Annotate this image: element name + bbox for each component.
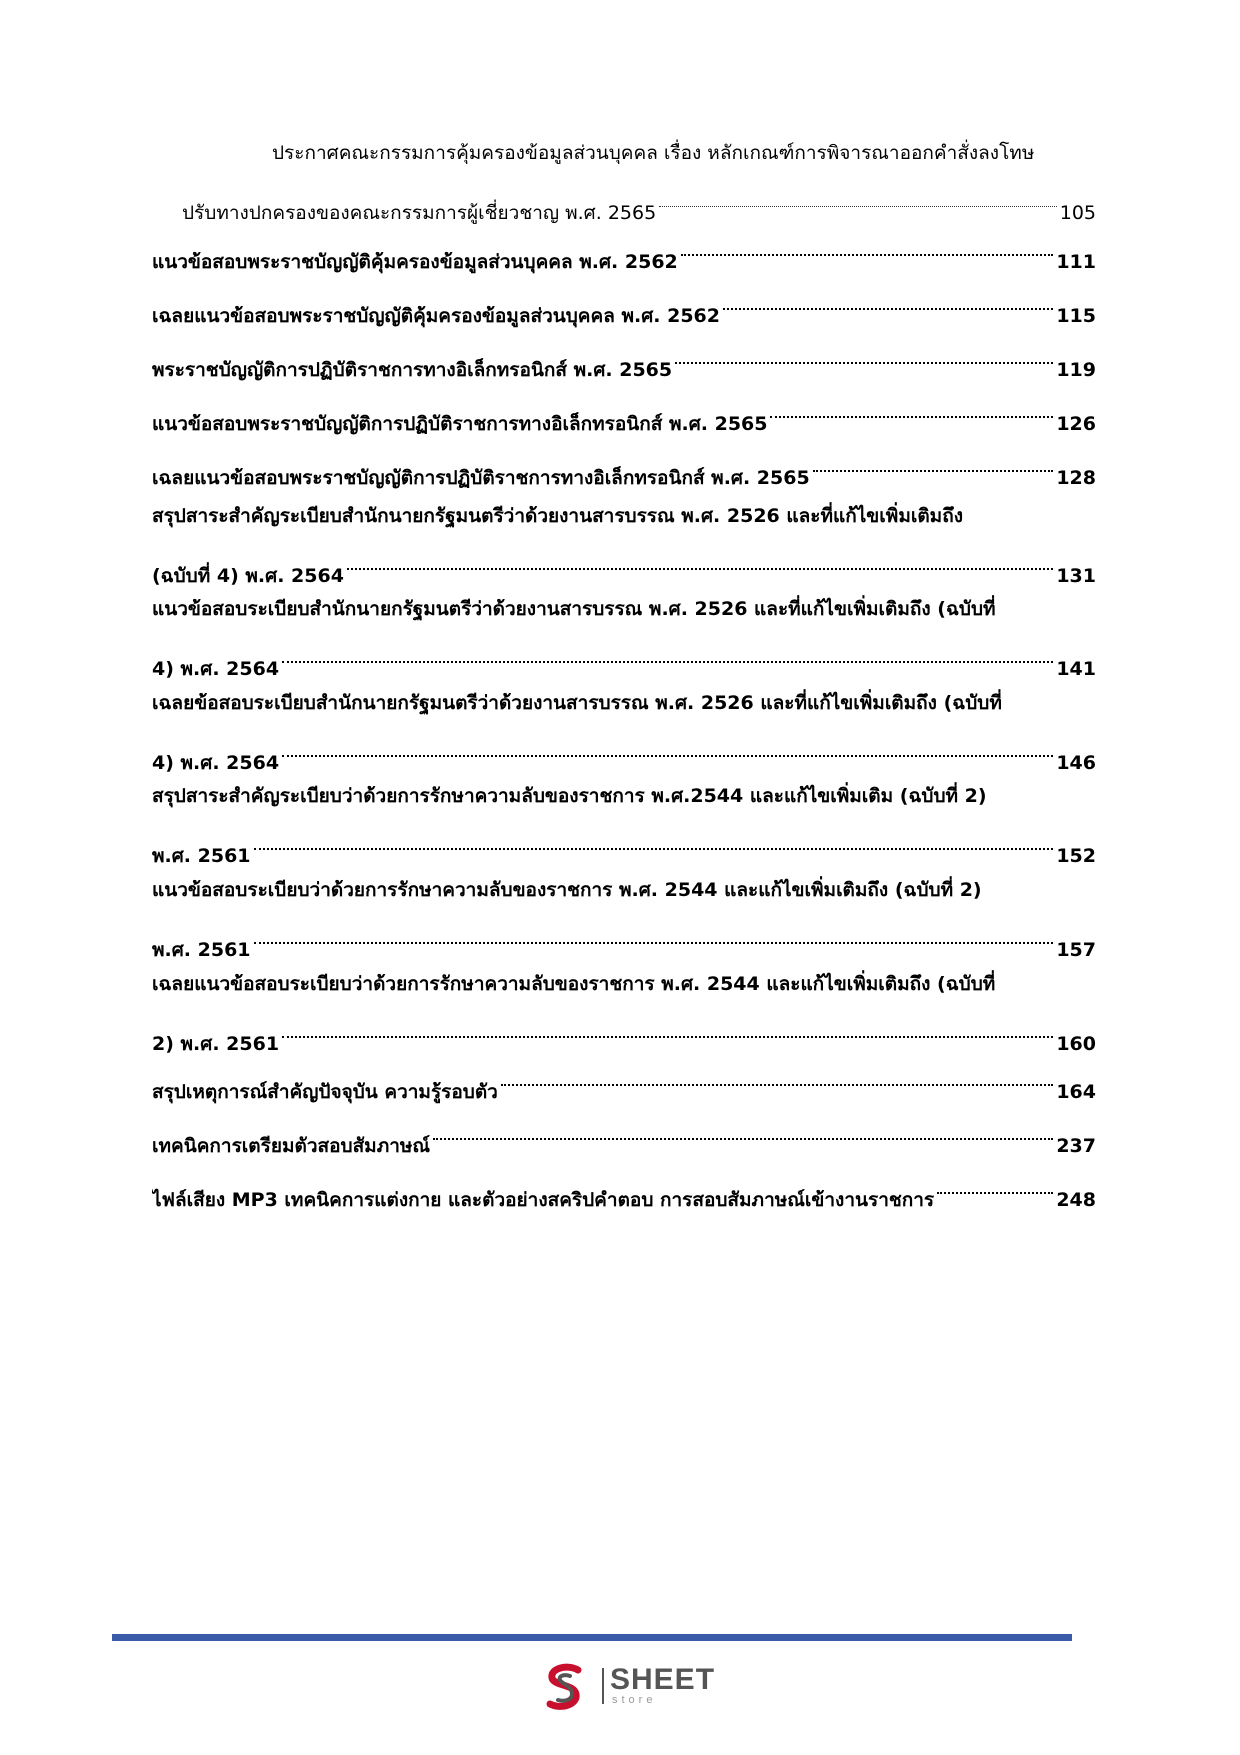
toc-entry-title: เฉลยแนวข้อสอบพระราชบัญญัติคุ้มครองข้อมูลส่วนบุคคล พ.ศ. 2562 [152,305,720,327]
toc-entry[interactable] [152,1162,1096,1211]
toc-entry[interactable] [152,440,1096,489]
toc-entry-title: แนวข้อสอบพระราชบัญญัติคุ้มครองข้อมูลส่วนบุคคล พ.ศ. 2562 [152,251,678,273]
toc-entry[interactable] [152,224,1096,273]
toc-entry-title-cont: 4) พ.ศ. 2564 [152,752,280,774]
dot-leader [681,224,1054,268]
toc-entry-title: เฉลยแนวข้อสอบระเบียบว่าด้วยการรักษาความลับของราชการ พ.ศ. 2544 และแก้ไขเพิ่มเติมถึง (ฉบับที่ [152,973,996,995]
toc-entry-page: 237 [1056,1135,1096,1157]
toc-entry-page: 157 [1056,939,1096,961]
toc-entry-title: สรุปสาระสำคัญระเบียบสำนักนายกรัฐมนตรีว่าด้วยงานสารบรรณ พ.ศ. 2526 และที่แก้ไขเพิ่มเติมถึง [152,505,963,527]
dot-leader [282,725,1053,769]
toc-entry-page: 141 [1056,658,1096,680]
toc-entry-title: สรุปสาระสำคัญระเบียบว่าด้วยการรักษาความลับของราชการ พ.ศ.2544 และแก้ไขเพิ่มเติม (ฉบับที่ 2) [152,785,987,807]
toc-entry-page: 105 [1059,202,1096,224]
dot-leader [723,278,1053,322]
toc-entry-page: 164 [1056,1081,1096,1103]
toc-entry[interactable] [152,332,1096,381]
toc-entry[interactable] [152,1054,1096,1103]
toc-entry[interactable] [152,278,1096,327]
toc-entry-page: 128 [1056,467,1096,489]
toc-entry-page: 248 [1056,1189,1096,1211]
toc-entry-page: 126 [1056,413,1096,435]
toc-entry-title: ประกาศคณะกรรมการคุ้มครองข้อมูลส่วนบุคคล เรื่อง หลักเกณฑ์การพิจารณาออกคำสั่งลงโทษ [272,142,1035,164]
toc-entry-title: เทคนิคการเตรียมตัวสอบสัมภาษณ์ [152,1135,431,1157]
toc-entry-page: 115 [1056,305,1096,327]
toc-entry-title: เฉลยข้อสอบระเบียบสำนักนายกรัฐมนตรีว่าด้วยงานสารบรรณ พ.ศ. 2526 และที่แก้ไขเพิ่มเติมถึง (ฉบับที่ [152,692,1002,714]
logo-separator [602,1668,604,1704]
logo-wordmark: SHEET [610,1663,716,1696]
toc-entry[interactable] [152,494,1096,587]
toc-entry-page: 131 [1056,565,1096,587]
dot-leader [937,1162,1053,1206]
toc-entry-page: 119 [1056,359,1096,381]
toc-entry-title: ไฟล์เสียง MP3 เทคนิคการแต่งกาย และตัวอย่างสคริปคำตอบ การสอบสัมภาษณ์เข้างานราชการ [152,1189,935,1211]
dot-leader [813,440,1054,484]
toc-entry-title: พระราชบัญญัติการปฏิบัติราชการทางอิเล็กทรอนิกส์ พ.ศ. 2565 [152,359,673,381]
toc-entry-page: 152 [1056,845,1096,867]
toc-entry[interactable] [152,774,1096,867]
dot-leader [770,386,1053,430]
dot-leader [675,332,1053,376]
footer-rule [112,1634,1072,1641]
sheet-store-logo [540,1660,720,1720]
toc-entry-title: แนวข้อสอบระเบียบสำนักนายกรัฐมนตรีว่าด้วยงานสารบรรณ พ.ศ. 2526 และที่แก้ไขเพิ่มเติมถึง (ฉบับที่ [152,598,996,620]
dot-leader [501,1054,1053,1098]
toc-entry[interactable] [152,131,1096,224]
toc-entry-page: 111 [1056,251,1096,273]
toc-entry-title-cont: 4) พ.ศ. 2564 [152,658,280,680]
dot-leader [659,175,1057,219]
toc-entry[interactable] [152,1108,1096,1157]
toc-entry[interactable] [152,587,1096,680]
toc-entry-title-cont: พ.ศ. 2561 [152,845,251,867]
dot-leader [433,1108,1053,1152]
toc-entry-title-cont: พ.ศ. 2561 [152,939,251,961]
toc-entry[interactable] [152,962,1096,1055]
sheet-store-logo-icon [540,1662,590,1712]
toc-entry-title-cont: ปรับทางปกครองของคณะกรรมการผู้เชี่ยวชาญ พ.ศ. 2565 [182,202,657,224]
dot-leader [254,912,1054,956]
logo-subtext: store [612,1694,657,1706]
dot-leader [282,1006,1053,1050]
dot-leader [347,538,1053,582]
toc-entry-title: แนวข้อสอบระเบียบว่าด้วยการรักษาความลับของราชการ พ.ศ. 2544 และแก้ไขเพิ่มเติมถึง (ฉบับที่ 2) [152,879,982,901]
toc-entry-title: แนวข้อสอบพระราชบัญญัติการปฏิบัติราชการทางอิเล็กทรอนิกส์ พ.ศ. 2565 [152,413,768,435]
dot-leader [254,818,1054,862]
toc-entry-page: 146 [1056,752,1096,774]
toc-entry-title: เฉลยแนวข้อสอบพระราชบัญญัติการปฏิบัติราชการทางอิเล็กทรอนิกส์ พ.ศ. 2565 [152,467,810,489]
toc-entry-title-cont: 2) พ.ศ. 2561 [152,1033,280,1055]
toc-entry[interactable] [152,386,1096,435]
toc-entry-title-cont: (ฉบับที่ 4) พ.ศ. 2564 [152,565,344,587]
toc-entry-page: 160 [1056,1033,1096,1055]
toc-entry-title: สรุปเหตุการณ์สำคัญปัจจุบัน ความรู้รอบตัว [152,1081,498,1103]
toc-entry[interactable] [152,868,1096,961]
dot-leader [282,631,1053,675]
toc-entry[interactable] [152,681,1096,774]
